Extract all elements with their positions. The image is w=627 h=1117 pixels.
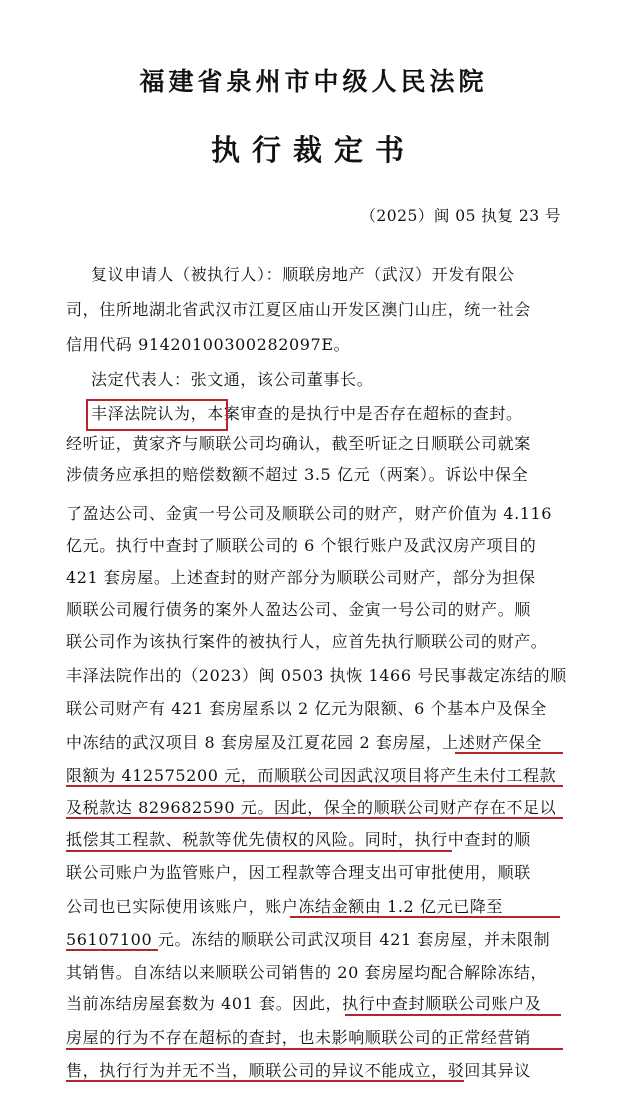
underline-annotation: [66, 785, 563, 787]
court-name: 福建省泉州市中级人民法院: [139, 67, 488, 96]
text-line: 丰泽法院作出的（2023）闽 0503 执恢 1466 号民事裁定冻结的顺: [66, 666, 567, 685]
text-line: 顺联公司履行债务的案外人盈达公司、金寅一号公司的财产。顺: [66, 600, 531, 619]
text-line: 司，住所地湖北省武汉市江夏区庙山开发区澳门山庄，统一社会: [66, 300, 531, 319]
underline-annotation: [66, 1048, 563, 1050]
text-line: 信用代码 91420100300282097E。: [66, 335, 351, 354]
text-line: 涉债务应承担的赔偿数额不超过 3.5 亿元（两案）。诉讼中保全: [66, 465, 529, 484]
underline-annotation: [455, 752, 563, 754]
text-line: 售，执行行为并无不当，顺联公司的异议不能成立，驳回其异议: [66, 1061, 531, 1080]
text-line: 公司也已实际使用该账户，账户冻结金额由 1.2 亿元已降至: [66, 897, 504, 916]
underline-annotation: [290, 916, 560, 918]
text-line: 421 套房屋。上述查封的财产部分为顺联公司财产，部分为担保: [66, 568, 536, 587]
underline-annotation: [66, 949, 158, 951]
legal-representative-line: 法定代表人：张文通，该公司董事长。: [91, 370, 374, 389]
text-line: 中冻结的武汉项目 8 套房屋及江夏花园 2 套房屋，上述财产保全: [66, 733, 542, 752]
text-line: 复议申请人（被执行人）：顺联房地产（武汉）开发有限公: [91, 265, 515, 284]
text-line: 联公司账户为监管账户，因工程款等合理支出可审批使用，顺联: [66, 863, 531, 882]
underline-annotation: [345, 1014, 561, 1016]
underline-annotation: [66, 850, 452, 852]
text-line: 联公司财产有 421 套房屋系以 2 亿元为限额、6 个基本户及保全: [66, 699, 547, 718]
text-line: 抵偿其工程款、税款等优先债权的风险。同时，执行中查封的顺: [66, 830, 531, 849]
text-line: 当前冻结房屋套数为 401 套。因此，执行中查封顺联公司账户及: [66, 994, 542, 1013]
underline-annotation: [66, 817, 563, 819]
text-line: 了盈达公司、金寅一号公司及顺联公司的财产，财产价值为 4.116: [66, 504, 553, 523]
text-line: 其销售。自冻结以来顺联公司销售的 20 套房屋均配合解除冻结，: [66, 963, 548, 982]
text-line: 56107100 元。冻结的顺联公司武汉项目 421 套房屋，并未限制: [66, 930, 551, 949]
text-line: 联公司作为该执行案件的被执行人，应首先执行顺联公司的财产。: [66, 632, 548, 651]
text-line: 限额为 412575200 元，而顺联公司因武汉项目将产生未付工程款: [66, 766, 557, 785]
document-type: 执行裁定书: [210, 133, 416, 167]
text-line: 房屋的行为不存在超标的查封，也未影响顺联公司的正常经营销: [66, 1028, 531, 1047]
text-line: 及税款达 829682590 元。因此，保全的顺联公司财产存在不足以: [66, 798, 557, 817]
underline-annotation: [66, 1080, 464, 1082]
text-line: 丰泽法院认为，本案审查的是执行中是否存在超标的查封。: [91, 404, 523, 423]
text-line: 亿元。执行中查封了顺联公司的 6 个银行账户及武汉房产项目的: [66, 536, 537, 555]
case-number: （2025）闽 05 执复 23 号: [360, 207, 561, 225]
text-line: 经听证，黄家齐与顺联公司均确认，截至听证之日顺联公司就案: [66, 434, 531, 453]
highlight-box: [86, 399, 228, 431]
